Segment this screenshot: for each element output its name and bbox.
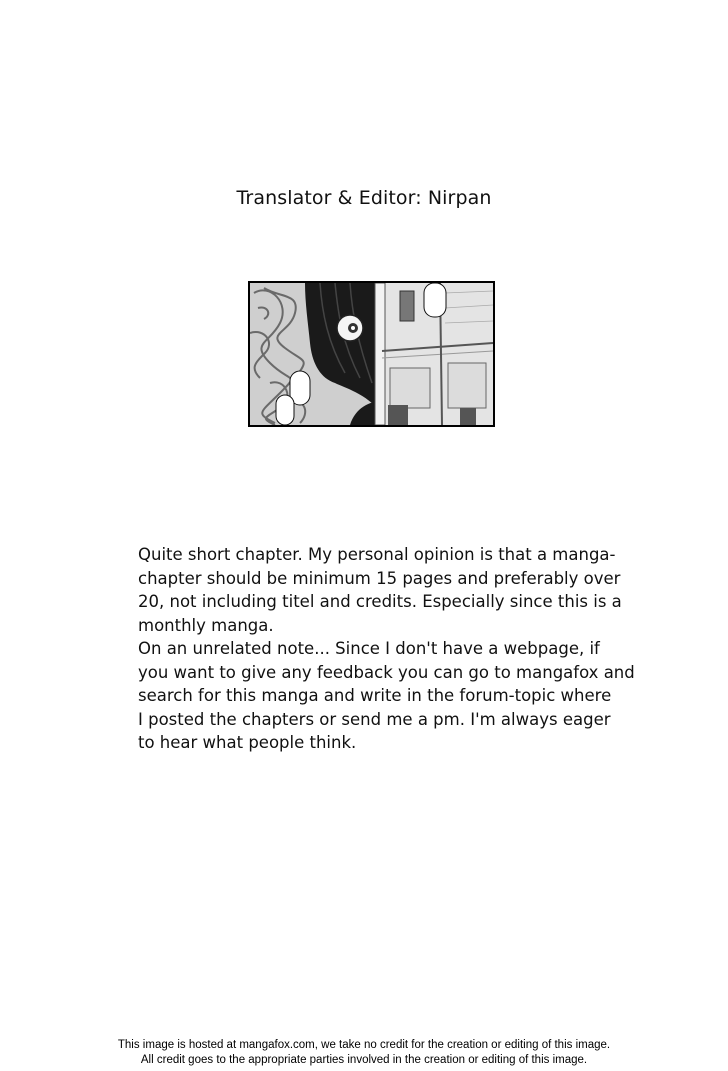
disclaimer-line-2: All credit goes to the appropriate parties involved in the creation or editing of this image. (140, 1054, 588, 1066)
note-line: chapter should be minimum 15 pages and preferably over (138, 568, 621, 588)
disclaimer-line-1: This image is hosted at mangafox.com, we take no credit for the creation or editing of this image. (117, 1039, 611, 1051)
translator-credit: Translator & Editor: Nirpan (236, 187, 492, 209)
manga-panel-image (248, 281, 495, 427)
note-line: 20, not including titel and credits. Especially since this is a (138, 592, 622, 611)
note-line: you want to give any feedback you can go to mangafox and (138, 662, 635, 682)
note-line: search for this manga and write in the forum-topic where (138, 686, 612, 705)
note-line: monthly manga. (138, 615, 274, 635)
note-line: I posted the chapters or send me a pm. I'm always eager (138, 709, 611, 729)
note-line: Quite short chapter. My personal opinion is that a manga- (138, 545, 616, 564)
note-line: On an unrelated note... Since I don't have a webpage, if (138, 639, 600, 658)
hosting-disclaimer (0, 1038, 728, 1068)
note-line: to hear what people think. (138, 733, 357, 752)
translator-note (138, 543, 638, 755)
